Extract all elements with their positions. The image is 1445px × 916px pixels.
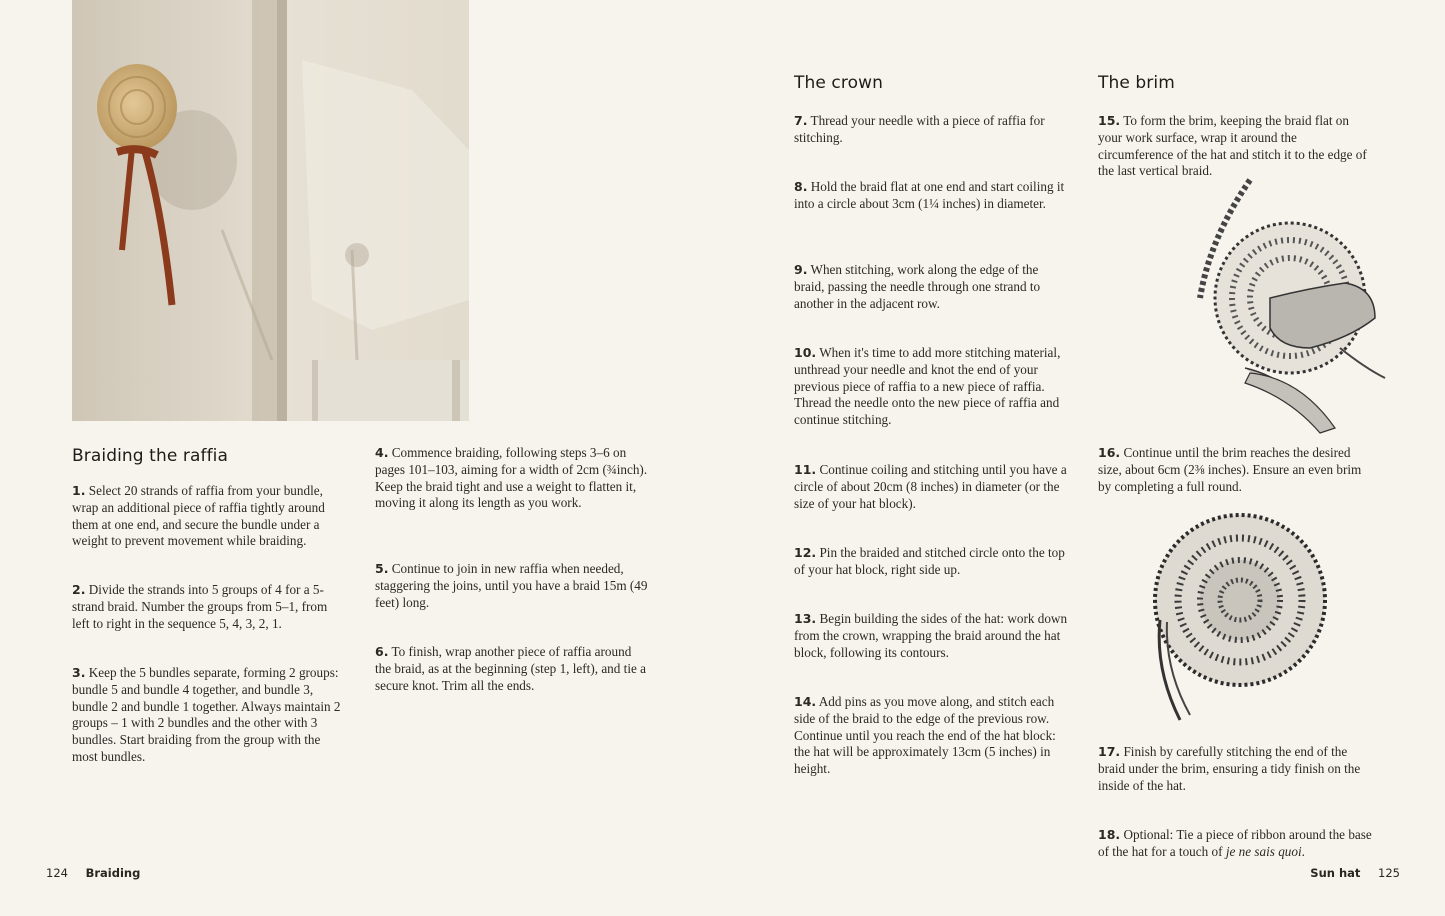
step-18: 18. Optional: Tie a piece of ribbon around the base of the hat for a touch of je ne sais quoi. <box>1098 827 1372 859</box>
step-8: 8. Hold the braid flat at one end and start coiling it into a circle about 3cm (1¼ inches) in diameter. <box>794 179 1065 211</box>
step-7: 7. Thread your needle with a piece of raffia for stitching. <box>794 113 1045 145</box>
footer-right <box>1310 866 1400 880</box>
footer-left <box>46 866 140 880</box>
step-13: 13. Begin building the sides of the hat: work down from the crown, wrapping the braid around the hat block, following its contours. <box>794 611 1068 660</box>
step-12: 12. Pin the braided and stitched circle onto the top of your hat block, right side up. <box>794 545 1065 577</box>
step-17: 17. Finish by carefully stitching the end of the braid under the brim, ensuring a tidy finish on the inside of the hat. <box>1098 744 1361 793</box>
running-title-left: Braiding <box>85 866 141 880</box>
step-3: 3. Keep the 5 bundles separate, forming 2 groups: bundle 5 and bundle 4 together, and bundle 3, bundle 2 and bundle 1 together. Always maintain 2 groups – 1 with 2 bundles and the other with 3 bundles. Start braiding from the group with the most bundles. <box>72 665 341 764</box>
hat-on-wall-photo <box>72 0 469 421</box>
step-6: 6. To finish, wrap another piece of raffia around the braid, as at the beginning (step 1, left), and tie a secure knot. Trim all the ends. <box>375 644 646 693</box>
section-title-braiding: Braiding the raffia <box>72 446 228 466</box>
steps-column-2 <box>375 445 650 705</box>
step-1: 1. Select 20 strands of raffia from your bundle, wrap an additional piece of raffia tightly around them at one end, and secure the bundle under a weight to prevent movement while braiding. <box>72 483 325 549</box>
page-number-right: 125 <box>1378 866 1400 880</box>
section-title-brim: The brim <box>1098 73 1175 93</box>
brim-stitching-illustration <box>1190 178 1390 438</box>
step-10: 10. When it's time to add more stitching material, unthread your needle and knot the end of your previous piece of raffia to a new piece of raffia. Thread the needle onto the new piece of raffia and continue stitching. <box>794 345 1061 428</box>
steps-column-1 <box>72 483 347 783</box>
step-9: 9. When stitching, work along the edge of the braid, passing the needle through one strand to another in the adjacent row. <box>794 262 1041 311</box>
page-number-left: 124 <box>46 866 68 880</box>
step-2: 2. Divide the strands into 5 groups of 4 for a 5-strand braid. Number the groups from 5–1, from left to right in the sequence 5, 4, 3, 2, 1. <box>72 582 328 631</box>
running-title-right: Sun hat <box>1310 866 1361 880</box>
crown-steps <box>794 113 1069 793</box>
step-14: 14. Add pins as you move along, and stitch each side of the braid to the edge of the previous row. Continue until you reach the end of the hat block: the hat will be approximately 13cm (5 inches) in height. <box>794 694 1056 777</box>
brim-steps-bottom <box>1098 744 1373 869</box>
finished-hat-illustration <box>1145 510 1330 725</box>
section-title-crown: The crown <box>794 73 883 93</box>
step-5: 5. Continue to join in new raffia when needed, staggering the joins, until you have a braid 15m (49 feet) long. <box>375 561 648 610</box>
step-15: 15. To form the brim, keeping the braid flat on your work surface, wrap it around the circumference of the hat and stitch it to the edge of the last vertical braid. <box>1098 113 1367 179</box>
brim-steps-mid <box>1098 445 1373 505</box>
step-16: 16. Continue until the brim reaches the desired size, about 6cm (2⅜ inches). Ensure an even brim by completing a full round. <box>1098 445 1362 494</box>
step-4: 4. Commence braiding, following steps 3–6 on pages 101–103, aiming for a width of 2cm (¾inch). Keep the braid tight and use a weight to flatten it, moving it along its length as you work. <box>375 445 648 511</box>
step-11: 11. Continue coiling and stitching until you have a circle of about 20cm (8 inches) in diameter (or the size of your hat block). <box>794 462 1067 511</box>
